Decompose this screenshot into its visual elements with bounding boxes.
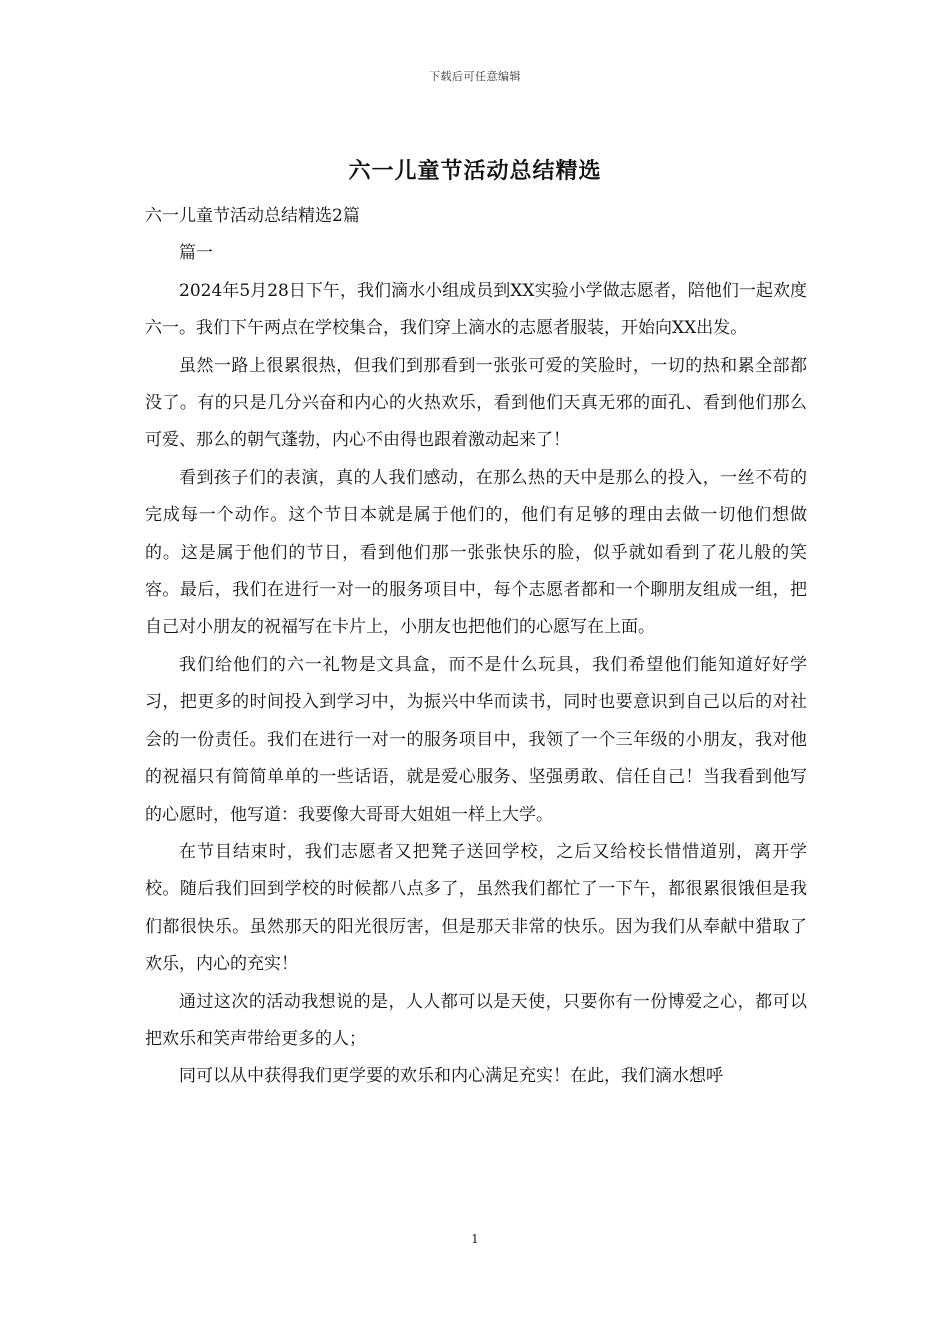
- document-title: 六一儿童节活动总结精选: [348, 158, 602, 184]
- paragraph: 同可以从中获得我们更学要的欢乐和内心满足充实！在此，我们滴水想呼: [179, 1066, 723, 1087]
- paragraph: 我们给他们的六一礼物是文具盒，而不是什么玩具，我们希望他们能知道好好学习，把更多的时间投入到学习中，为振兴中华而读书，同时也要意识到自己以后的对社会的一份责任。我们在进行一对一的服务项目中，我领了一个三年级的小朋友，我对他的祝福只有简简单单的一些话语，就是爱心服务、坚强勇敢、信任自己！当我看到他写的心愿时，他写道：我要像大哥哥大姐姐一样上大学。: [145, 654, 807, 825]
- paragraph: 虽然一路上很累很热，但我们到那看到一张张可爱的笑脸时，一切的热和累全部都没了。有的只是几分兴奋和内心的火热欢乐，看到他们天真无邪的面孔、看到他们那么可爱、那么的朝气蓬勃，内心不由得也跟着激动起来了！: [145, 355, 807, 451]
- document-body: [145, 198, 807, 1096]
- section-label: 篇一: [179, 243, 213, 264]
- page-number: 1: [471, 1232, 479, 1246]
- document-subtitle: 六一儿童节活动总结精选2篇: [145, 206, 360, 226]
- paragraph: 在节目结束时，我们志愿者又把凳子送回学校，之后又给校长惜惜道别，离开学校。随后我们回到学校的时候都八点多了，虽然我们都忙了一下午，都很累很饿但是我们都很快乐。虽然那天的阳光很厉害，但是那天非常的快乐。因为我们从奉献中猎取了欢乐，内心的充实！: [145, 841, 807, 975]
- paragraph: 看到孩子们的表演，真的人我们感动，在那么热的天中是那么的投入，一丝不苟的完成每一个动作。这个节日本就是属于他们的，他们有足够的理由去做一切他们想做的。这是属于他们的节日，看到他们那一张张快乐的脸，似乎就如看到了花儿般的笑容。最后，我们在进行一对一的服务项目中，每个志愿者都和一个聊朋友组成一组，把自己对小朋友的祝福写在卡片上，小朋友也把他们的心愿写在上面。: [145, 467, 807, 638]
- paragraph: 通过这次的活动我想说的是，人人都可以是天使，只要你有一份博爱之心，都可以把欢乐和笑声带给更多的人；: [145, 991, 807, 1049]
- paragraph: 2024年5月28日下午，我们滴水小组成员到XX实验小学做志愿者，陪他们一起欢度六一。我们下午两点在学校集合，我们穿上滴水的志愿者服装，开始向XX出发。: [145, 280, 807, 339]
- page-header-note: 下载后可任意编辑: [429, 70, 521, 83]
